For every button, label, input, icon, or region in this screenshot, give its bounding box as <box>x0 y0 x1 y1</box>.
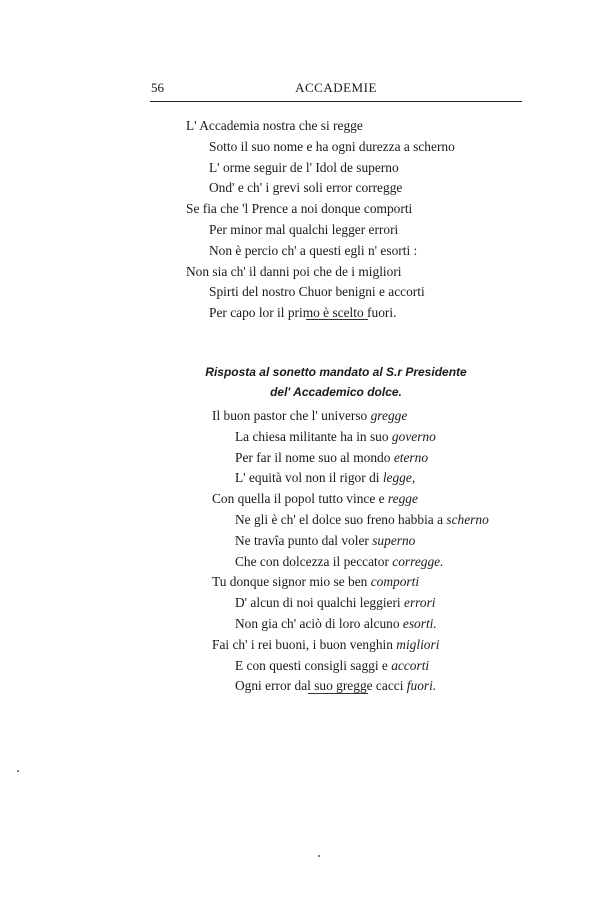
heading-line: del' Accademico dolce. <box>270 385 402 399</box>
verse-line <box>212 448 489 469</box>
verse-line: Non sia ch' il danni poi che de i migliori <box>186 263 402 279</box>
rhyme-word: corregge. <box>392 553 444 569</box>
verse-text: Per far il nome suo al mondo <box>235 449 394 465</box>
page-number: 56 <box>151 80 164 95</box>
verse-text: Non gia ch' aciò di loro alcuno <box>235 615 403 631</box>
verse-text: La chiesa militante ha in suo <box>235 428 392 444</box>
sonnet-tercets <box>186 116 455 324</box>
rhyme-word: migliori <box>396 636 440 652</box>
verse-text: Il buon pastor che l' universo <box>212 408 371 423</box>
running-title: ACCADEMIE <box>295 80 377 95</box>
scan-speck <box>318 855 320 857</box>
rhyme-word: gregge <box>370 408 408 423</box>
running-head <box>151 80 521 100</box>
verse-line <box>212 593 489 614</box>
verse-line: Se fia che 'l Prence a noi donque comporti <box>186 201 413 217</box>
verse-line <box>212 676 489 697</box>
rhyme-word: comporti <box>370 574 420 590</box>
rhyme-word: governo <box>391 428 436 444</box>
rhyme-word: eterno <box>393 449 429 465</box>
verse-line: Sotto il suo nome e ha ogni durezza a scherno <box>209 138 455 154</box>
verse-line <box>212 656 489 677</box>
rhyme-word: errori <box>404 595 436 611</box>
verse-line: Spirti del nostro Chuor benigni e accorti <box>209 284 425 300</box>
verse-text: Ne gli è ch' el dolce suo freno habbia a <box>235 511 447 527</box>
rhyme-word: accorti <box>391 657 430 673</box>
rhyme-word: legge, <box>382 470 416 486</box>
section-separator <box>306 319 368 320</box>
verse-line <box>212 572 489 593</box>
sonnet-heading <box>150 362 522 402</box>
verse-line <box>212 406 489 427</box>
scan-speck <box>17 770 19 772</box>
verse-line: L' Accademia nostra che si regge <box>186 118 363 133</box>
verse-text: Ogni error dal suo gregge cacci <box>235 678 407 694</box>
section-separator <box>308 693 368 694</box>
verse-line <box>212 552 489 573</box>
verse-text: Che con dolcezza il peccator <box>235 553 393 569</box>
header-rule <box>150 101 522 102</box>
heading-line: Risposta al sonetto mandato al S.r Presidente <box>205 365 467 379</box>
verse-line <box>212 427 489 448</box>
verse-line <box>212 614 489 635</box>
verse-line <box>212 635 489 656</box>
rhyme-word: scherno <box>446 511 489 527</box>
verse-text: Ne travîa punto dal voler <box>235 532 373 548</box>
verse-text: E con questi consigli saggi e <box>235 657 392 673</box>
rhyme-word: superno <box>372 532 416 548</box>
verse-line: Per capo lor il primo è scelto fuori. <box>209 305 397 321</box>
verse-line <box>212 531 489 552</box>
verse-text: Tu donque signor mio se ben <box>212 574 371 590</box>
verse-text: Con quella il popol tutto vince e <box>212 491 388 507</box>
rhyme-word: regge <box>387 491 418 507</box>
verse-line: Per minor mal qualchi legger errori <box>209 221 399 237</box>
verse-line: L' orme seguir de l' Idol de superno <box>209 159 399 175</box>
verse-text: D' alcun di noi qualchi leggieri <box>235 595 405 611</box>
verse-line <box>212 489 489 510</box>
verse-line: Ond' e ch' i grevi soli error corregge <box>209 180 403 196</box>
response-sonnet <box>212 406 489 697</box>
verse-line <box>212 468 489 489</box>
rhyme-word: esorti. <box>402 615 437 631</box>
rhyme-word: fuori. <box>406 678 437 694</box>
verse-line: Non è percio ch' a questi egli n' esorti : <box>209 242 418 258</box>
verse-text: L' equità vol non il rigor di <box>235 470 383 486</box>
verse-line <box>212 510 489 531</box>
verse-text: Fai ch' i rei buoni, i buon venghin <box>212 636 397 652</box>
